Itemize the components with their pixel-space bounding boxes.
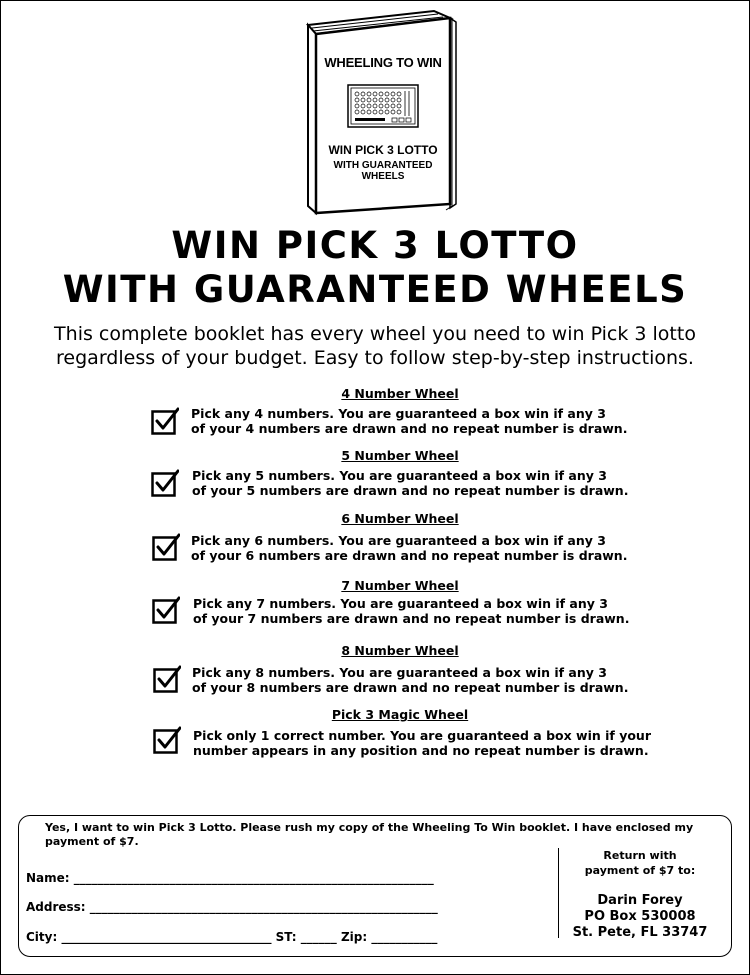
return-line2: payment of $7 to: [584,864,696,877]
checkbox-checked-icon [151,469,179,497]
order-intro-line1: Yes, I want to win Pick 3 Lotto. Please rush my copy of the Wheeling To Win booklet. I have enclosed my [45,821,694,834]
wheel-description-line1: Pick any 4 numbers. You are guaranteed a box win if any 3 [191,406,606,421]
wheel-description-6 [191,533,651,563]
lotto-ticket-icon [348,85,418,127]
mailing-address [560,893,720,941]
address-po-box: PO Box 530008 [584,909,696,924]
return-instructions [560,848,720,878]
wheel-description-line2: of your 5 numbers are drawn and no repeat number is drawn. [192,483,629,498]
wheel-description-line1: Pick only 1 correct number. You are guaranteed a box win if your [193,728,651,743]
checkbox-checked-icon [151,407,179,435]
wheel-description-4 [191,406,651,436]
wheel-description-line1: Pick any 8 numbers. You are guaranteed a box win if any 3 [192,665,607,680]
order-form-divider [558,848,559,938]
address-city: St. Pete, FL 33747 [572,925,708,940]
booklet-cover-illustration [300,8,460,218]
wheel-heading-4: 4 Number Wheel [341,386,459,401]
checkbox-checked-icon [152,533,180,561]
wheel-description-line2: of your 7 numbers are drawn and no repeat number is drawn. [193,611,630,626]
headline-line2: WITH GUARANTEED WHEELS [62,268,688,311]
intro-line2: regardless of your budget. Easy to follow step-by-step instructions. [56,347,694,369]
wheel-description-line1: Pick any 6 numbers. You are guaranteed a box win if any 3 [191,533,606,548]
booklet-cover-line1: WIN PICK 3 LOTTO [328,143,438,157]
wheel-description-magic [193,728,653,758]
booklet-cover-title: WHEELING TO WIN [324,55,442,70]
order-intro-text [45,821,715,848]
order-intro-line2: payment of $7. [45,834,139,848]
wheel-description-line1: Pick any 5 numbers. You are guaranteed a box win if any 3 [192,468,607,483]
address-name: Darin Forey [597,893,683,908]
wheel-heading-7: 7 Number Wheel [341,578,459,593]
headline-line1: WIN PICK 3 LOTTO [171,224,579,267]
wheel-description-7 [193,596,653,626]
wheel-description-line2: of your 8 numbers are drawn and no repeat number is drawn. [192,680,629,695]
intro-text [0,322,750,370]
return-line1: Return with [603,849,677,862]
wheel-heading-5: 5 Number Wheel [341,448,459,463]
booklet-cover-line2: WITH GUARANTEED WHEELS [333,160,433,182]
wheel-heading-6: 6 Number Wheel [341,511,459,526]
wheel-description-line2: of your 4 numbers are drawn and no repeat number is drawn. [191,421,628,436]
name-field[interactable]: Name: ____________________________________________________________ [26,871,434,885]
address-field[interactable]: Address: __________________________________________________________ [26,900,438,914]
wheel-description-line1: Pick any 7 numbers. You are guaranteed a box win if any 3 [193,596,608,611]
wheel-description-line2: number appears in any position and no repeat number is drawn. [193,743,649,758]
wheel-description-8 [192,665,652,695]
city-state-zip-field[interactable]: City: ___________________________________ ST: ______ Zip: ___________ [26,930,438,944]
checkbox-checked-icon [153,726,181,754]
wheel-description-line2: of your 6 numbers are drawn and no repeat number is drawn. [191,548,628,563]
wheel-description-5 [192,468,652,498]
wheel-heading-magic: Pick 3 Magic Wheel [331,707,469,722]
wheel-heading-8: 8 Number Wheel [341,643,459,658]
checkbox-checked-icon [153,665,181,693]
intro-line1: This complete booklet has every wheel you need to win Pick 3 lotto [54,323,696,345]
checkbox-checked-icon [152,596,180,624]
